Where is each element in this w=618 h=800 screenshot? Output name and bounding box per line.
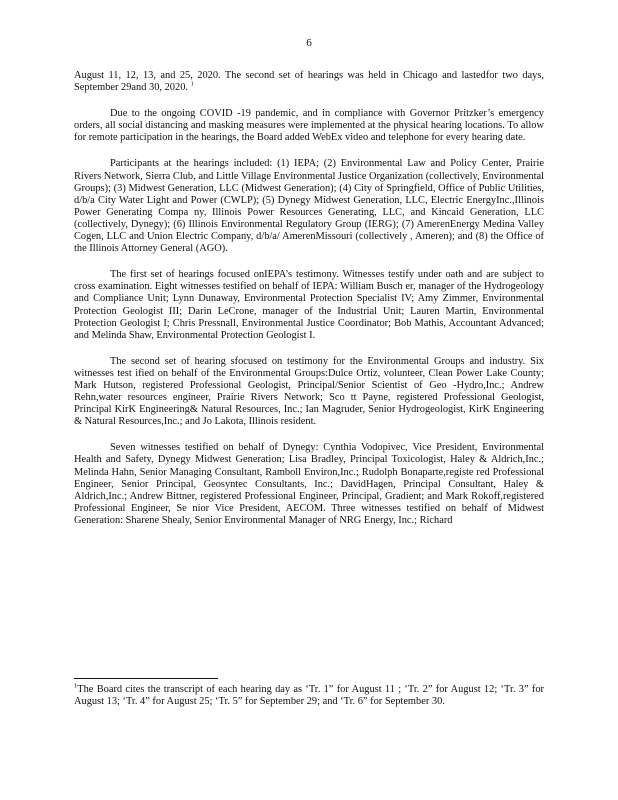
paragraph-text: August 11, 12, 13, and 25, 2020. The second set of hearings was held in Chicago and lastedfor two days, September 29and 30, 2020. xyxy=(74,70,544,94)
footnote-text: The Board cites the transcript of each hearing day as ‘Tr. 1” for August 11 ; ‘Tr. 2” for August 12; ‘Tr. 3” for August 13; ‘Tr. 4” for August 25; ‘Tr. 5” for September 29; and ‘Tr. 6” for September 30. xyxy=(74,684,544,708)
document-body xyxy=(74,70,544,541)
footnote-divider xyxy=(74,678,218,679)
footnote-marker: 1 xyxy=(74,682,78,690)
paragraph-second-hearings: The second set of hearing sfocused on testimony for the Environmental Groups and industry. Six witnesses test ified on behalf of the Environmental Groups:Dulce Ortiz, volunteer, Clean Power Lake County; Mark Hutson, registered Professional Geologist, Principal/Senior Scientist of Geo -Hydro,Inc.; Andrew Rehn,water resources engineer, Prairie Rivers Network; Sco tt Payne, registered Professional Geologist, Principal KirK Engineering& Natural Resources, Inc.; Ian Magruder, Senior Hydrogeologist, KirK Engineering & Natural Resources,Inc.; and Jo Lakota, Illinois resident. xyxy=(74,355,544,428)
paragraph-participants: Participants at the hearings included: (1) IEPA; (2) Environmental Law and Policy Center, Prairie Rivers Network, Sierra Club, and Little Village Environmental Justice Organization (collectively, Environmental Groups); (3) Midwest Generation, LLC (Midwest Generation); (4) City of Springfield, Office of Public Utilities, d/b/a City Water Light and Power (CWLP); (5) Dynegy Midwest Generation, LLC, Electric EnergyInc.,Illinois Power Generating Compa ny, Illinois Power Resources Generating, LLC, and Kincaid Generation, LLC (collectively, Dynegy); (6) Illinois Environmental Regulatory Group (IERG); (7) AmerenEnergy Medina Valley Cogen, LLC and Union Electric Company, d/b/a/ AmerenMissouri (collectively , Ameren); and (8) the Office of the Illinois Attorney General (AGO). xyxy=(74,158,544,255)
footnote-ref[interactable]: 1 xyxy=(190,80,194,88)
paragraph-dynegy-witnesses: Seven witnesses testified on behalf of Dynegy: Cynthia Vodopivec, Vice President, Environmental Health and Safety, Dynegy Midwest Generation; Lisa Bradley, Principal Toxicologist, Haley & Aldrich,Inc.; Melinda Hahn, Senior Managing Consultant, Ramboll Environ,Inc.; Rudolph Bonaparte,registe red Professional Engineer, Senior Principal, Geosyntec Consultants, Inc.; DavidHagen, Principal Consultant, Haley & Aldrich,Inc.; Andrew Bittner, registered Professional Engineer, Principal, Gradient; and Mark Rokoff,registered Professional Engineer, Se nior Vice President, AECOM. Three witnesses testified on behalf of Midwest Generation: Sharene Shealy, Senior Environmental Manager of NRG Energy, Inc.; Richard xyxy=(74,442,544,526)
page-number: 6 xyxy=(306,37,312,49)
footnote xyxy=(74,684,544,708)
paragraph-hearing-dates xyxy=(74,70,544,94)
paragraph-first-hearings: The first set of hearings focused onIEPA’s testimony. Witnesses testify under oath and are subject to cross examination. Eight witnesses testified on behalf of IEPA: William Busch er, manager of the Hydrogeology and Compliance Unit; Lynn Dunaway, Environmental Protection Specialist IV; Amy Zimmer, Environmental Protection Geologist III; Darin LeCrone, manager of the Industrial Unit; Lauren Martin, Environmental Protection Geologist I; Chris Pressnall, Environmental Justice Coordinator; Bob Mathis, Accountant Advanced; and Melinda Shaw, Environmental Protection Geologist I. xyxy=(74,269,544,341)
paragraph-covid: Due to the ongoing COVID -19 pandemic, and in compliance with Governor Pritzker’s emergency orders, all social distancing and masking measures were implemented at the physical hearing locations. To allow for remote participation in the hearings, the Board added WebEx video and telephone for every hearing date. xyxy=(74,108,544,144)
